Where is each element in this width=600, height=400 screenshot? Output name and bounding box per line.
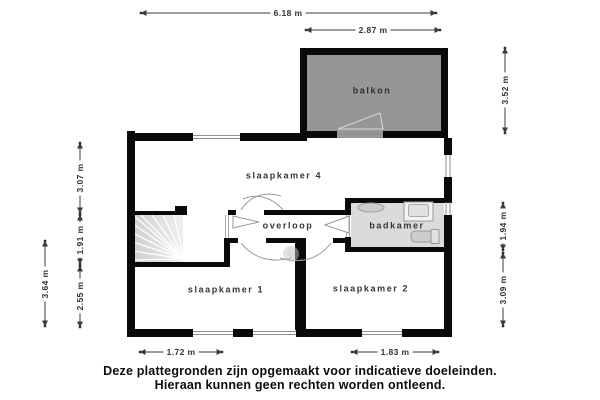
overloop-top-wall [264,210,345,215]
room-label-overloop: overloop [262,220,314,231]
disclaimer-line1: Deze plattegronden zijn opgemaakt voor indicatieve doeleinden. [103,364,497,378]
dim-label-top-total: 6.18 m [271,8,306,19]
dim-label-right-balkon: 3.52 m [500,73,511,108]
door-leaf-badkamer [325,216,349,233]
dim-label-right-badkamer: 1.94 m [498,209,509,244]
room-label-balkon: balkon [352,85,392,96]
balkon-wall-left [300,48,307,138]
balkon-wall-top [300,48,448,55]
room-label-slaapkamer1: slaapkamer 1 [187,284,265,295]
disclaimer-text [0,364,600,392]
slaapkamer1-top-wall [133,262,230,267]
door-leaf-overloop-left [233,216,259,228]
outer-wall-right [444,138,452,155]
dim-label-left-slaapkamer4: 3.07 m [75,161,86,196]
outer-wall-top [127,133,193,141]
dim-label-bottom-slaapkamer1: 1.72 m [164,347,199,358]
outer-wall-bottom [127,329,193,337]
badkamer-top-wall [345,198,452,203]
balkon-wall-right [441,48,448,138]
dim-label-right-slaapkamer2: 3.09 m [498,273,509,308]
sink-icon [358,203,384,212]
room-label-slaapkamer2: slaapkamer 2 [332,283,410,294]
room-label-slaapkamer4: slaapkamer 4 [245,170,323,181]
disclaimer-line2: Hieraan kunnen geen rechten worden ontleend. [154,378,446,392]
room-label-badkamer: badkamer [369,220,425,231]
badkamer-bottom-wall [345,247,444,252]
dim-label-top-balkon: 2.87 m [356,25,391,36]
dim-label-left-slaapkamer1-inner: 2.55 m [75,279,86,314]
dim-label-left-slaapkamer1-outer: 3.64 m [40,267,51,302]
dim-label-left-stairs: 1.91 m [75,223,86,258]
overloop-bottom-wall [266,238,297,243]
outer-wall-left [127,131,135,337]
dim-label-bottom-slaapkamer2: 1.83 m [378,347,413,358]
toilet-icon [411,231,432,242]
